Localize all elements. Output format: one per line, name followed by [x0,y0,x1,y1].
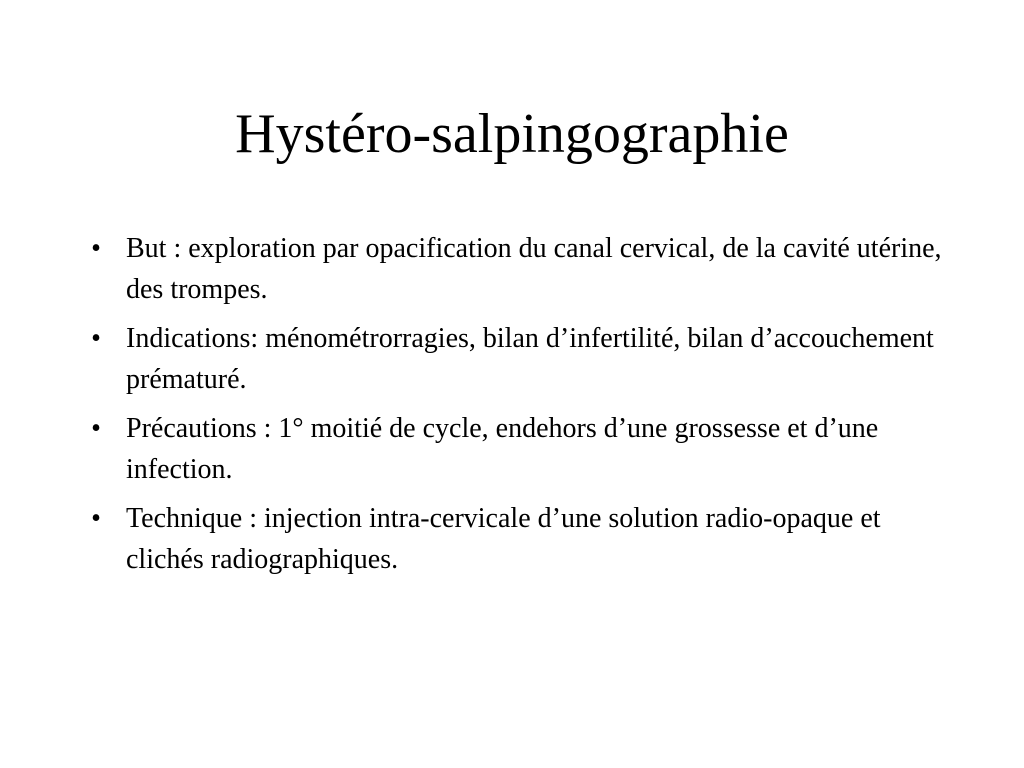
bullet-text: Technique : injection intra-cervicale d’une solution radio-opaque et clichés radiographiques. [126,503,881,575]
bullet-item-indications [84,318,954,400]
bullet-point-icon: • [91,233,101,264]
bullet-item-precautions [84,408,954,490]
bullet-item-technique [84,498,954,580]
bullet-point-icon: • [91,503,101,534]
bullet-item-but [84,228,954,310]
bullet-point-icon: • [91,323,101,354]
bullet-text: Précautions : 1° moitié de cycle, endehors d’une grossesse et d’une infection. [126,413,879,485]
bullet-point-icon: • [91,413,101,444]
bullet-text: But : exploration par opacification du canal cervical, de la cavité utérine, des trompes. [126,233,942,305]
bullet-list [84,228,954,588]
slide-title: Hystéro-salpingographie [235,103,789,165]
bullet-text: Indications: ménométrorragies, bilan d’infertilité, bilan d’accouchement prématuré. [126,323,934,395]
